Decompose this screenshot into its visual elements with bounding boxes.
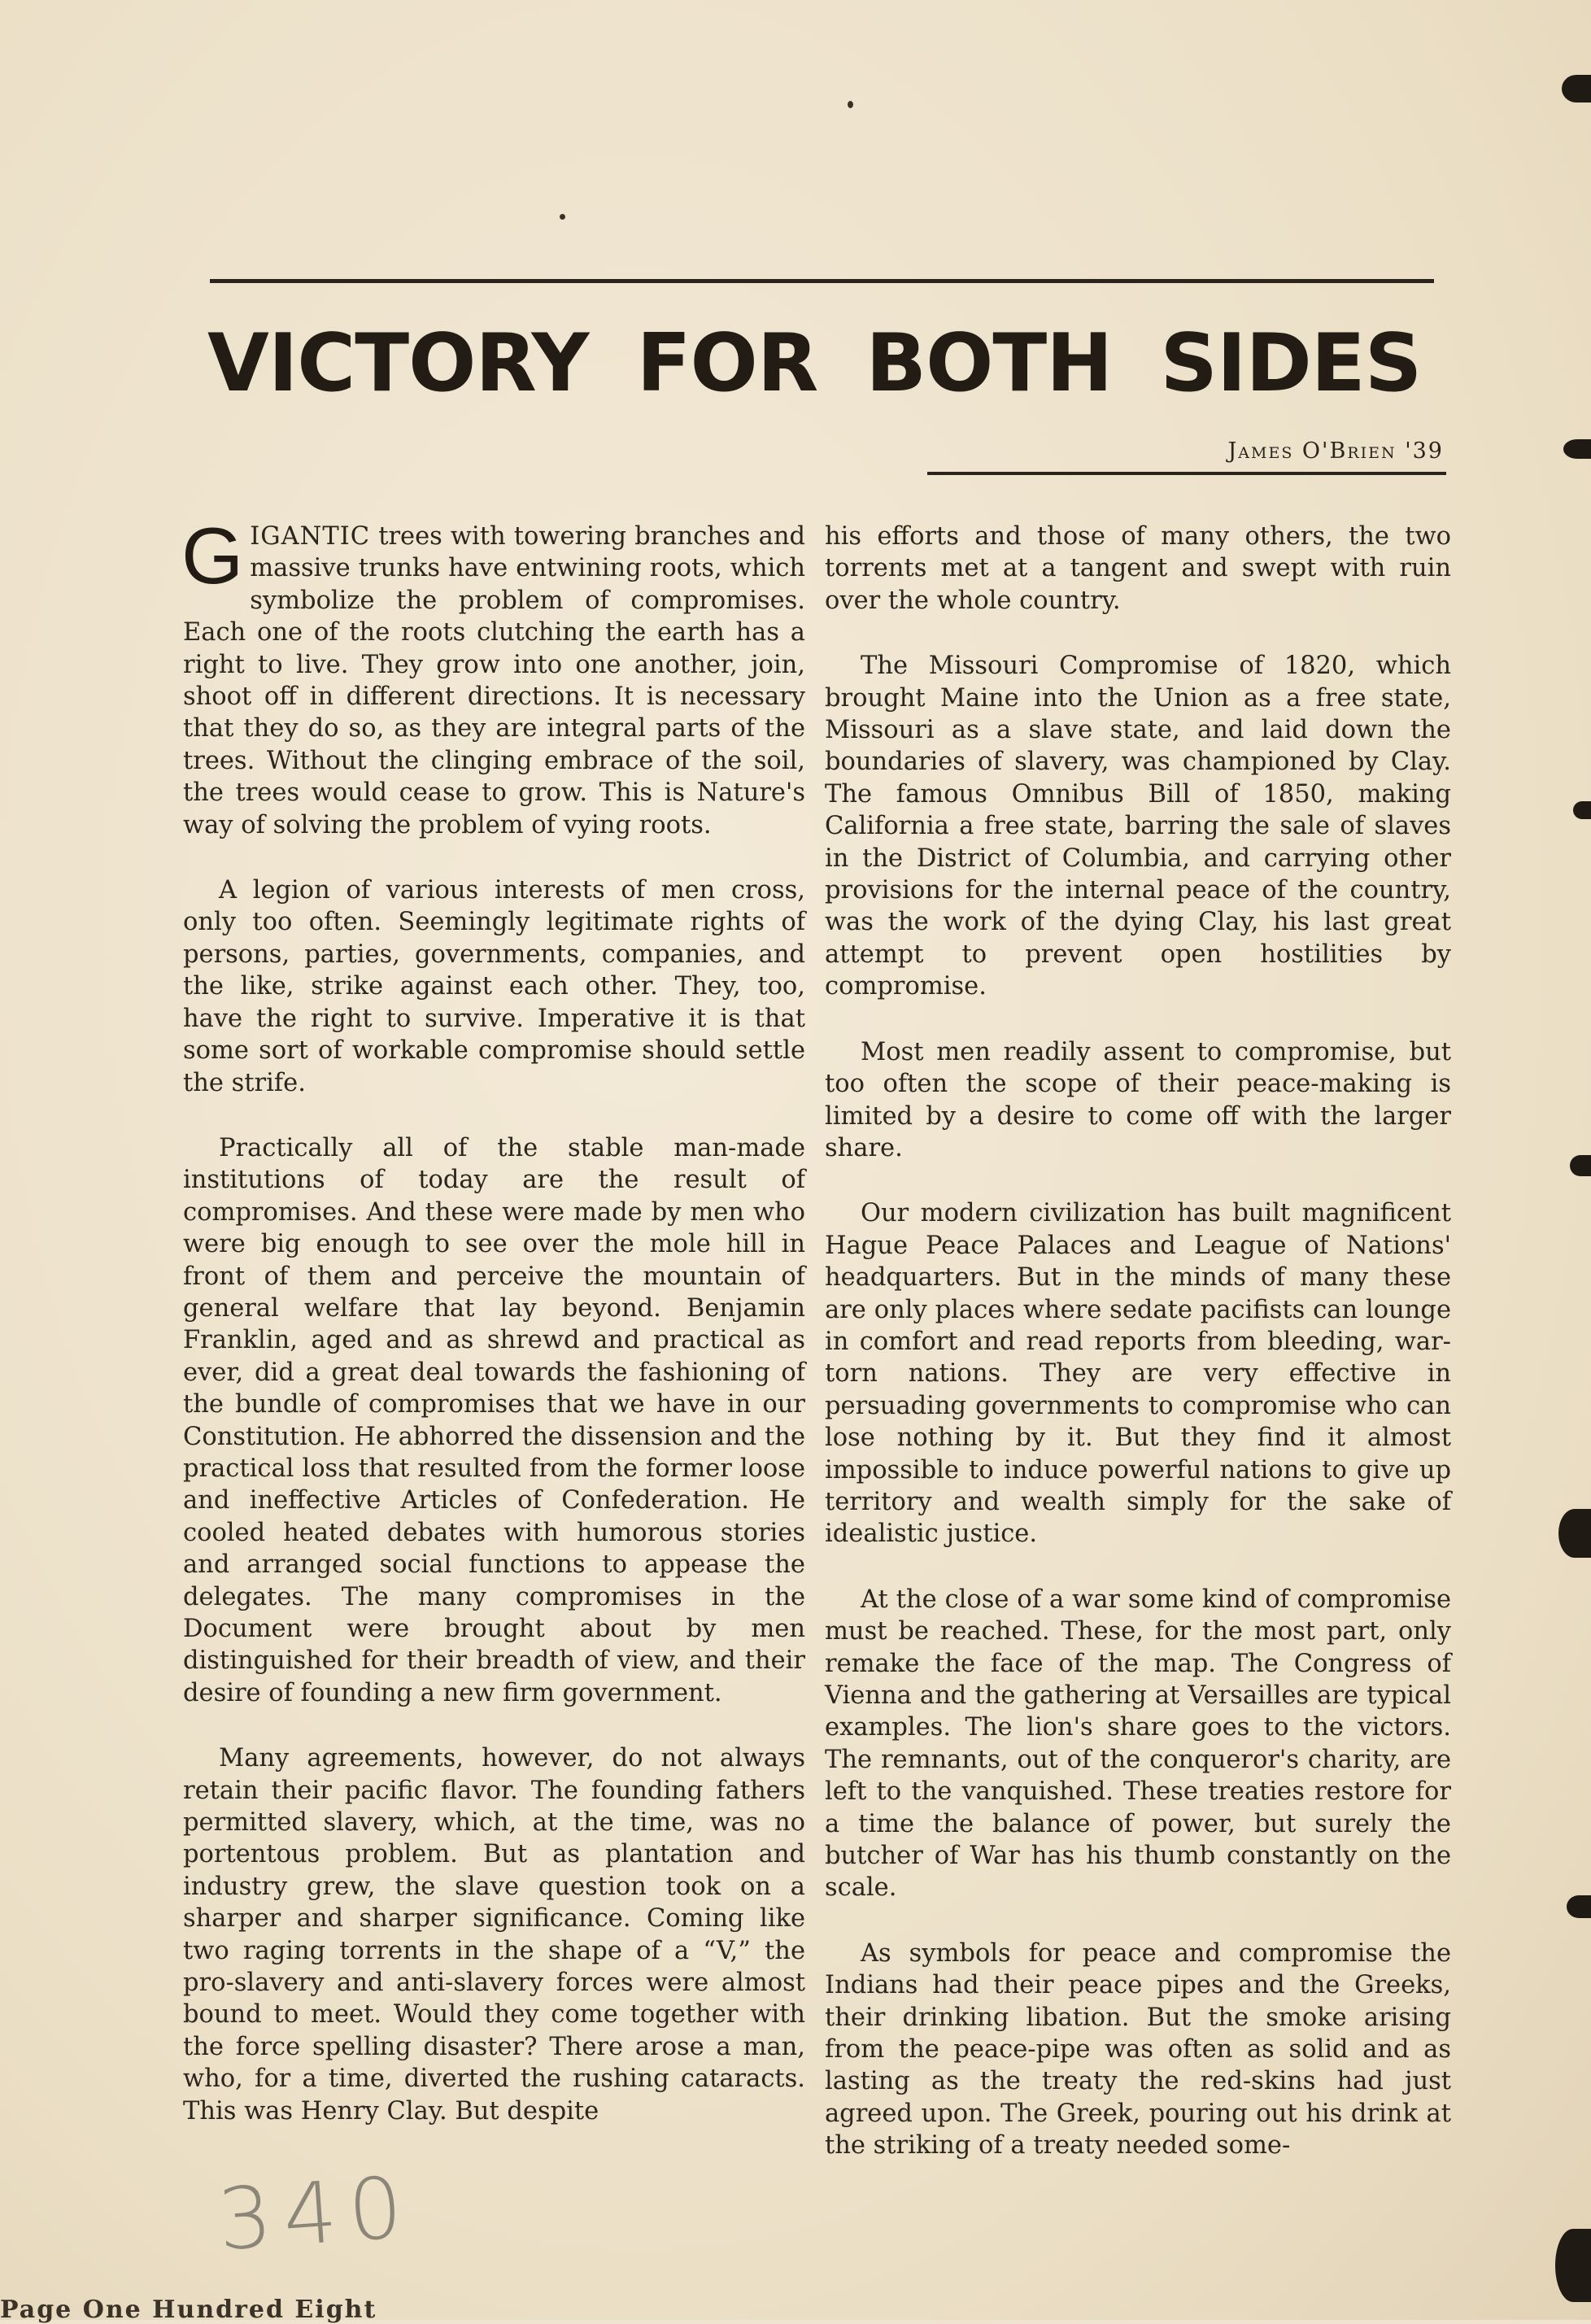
paragraph: Many agreements, however, do not always retain their pacific flavor. The founding fathers permitted slavery, which, at the time, was no portentous problem. But as plantation and industry grew, the slave question took on a sharper and sharper significance. Coming like two raging torrents in the shape of a “V,” the pro-slavery and anti-slavery forces were almost bound to meet. Would they come together with the force spelling disaster? There arose a man, who, for a time, diverted the rushing cataracts. This was Henry Clay. But despite bbox=[183, 1744, 805, 2126]
binding-notch bbox=[1555, 2229, 1591, 2302]
binding-notch bbox=[1558, 1509, 1591, 1558]
binding-notch bbox=[1567, 1895, 1591, 1918]
article-title: VICTORY FOR BOTH SIDES bbox=[207, 317, 1422, 410]
left-column bbox=[181, 511, 805, 2160]
binding-notch bbox=[1573, 801, 1591, 819]
paper-speck bbox=[560, 214, 565, 220]
paragraph: At the close of a war some kind of compromise must be reached. These, for the most part, only remake the face of the map. The Congress of Vienna and the gathering at Versailles are typical examples. The lion's share goes to the victors. The remnants, out of the conqueror's charity, are left to the vanquished. These treaties restore for a time the balance of power, but surely the butcher of War has his thumb constantly on the scale. bbox=[825, 1585, 1451, 1903]
paragraph: Most men readily assent to compromise, but too often the scope of their peace-making is limited by a desire to come off with the larger share. bbox=[825, 1037, 1451, 1162]
right-column bbox=[825, 521, 1451, 2195]
byline-rule bbox=[927, 472, 1446, 475]
paragraph: The Missouri Compromise of 1820, which brought Maine into the Union as a free state, Missouri as a slave state, and laid down the boundaries of slavery, was championed by Clay. The famous Omnibus Bill of 1850, making California a free state, barring the sale of slaves in the District of Columbia, and carrying other provisions for the internal peace of the country, was the work of the dying Clay, his last great attempt to prevent open hostilities by compromise. bbox=[825, 652, 1451, 1001]
paragraph: As symbols for peace and compromise the Indians had their peace pipes and the Greeks, their drinking libation. But the smoke arising from the peace-pipe was often as solid and as lasting as the treaty the red-skins had just agreed upon. The Greek, pouring out his drink at the striking of a treaty needed some- bbox=[825, 1938, 1451, 2160]
page-footer: Page One Hundred Eight bbox=[0, 2296, 377, 2324]
paragraph bbox=[181, 511, 805, 841]
drop-cap: G bbox=[181, 511, 244, 600]
paragraph-text: trees with towering branches and massive trunks have entwining roots, which symbolize the problem of compromises. Each one of the roots clutching the earth has a right to live. They grow into one another, join, shoot off in different directions. It is necessary that they do so, as they are integral parts of the trees. Without the clinging embrace of the soil, the trees would cease to grow. This is Nature's way of solving the problem of vying roots. bbox=[183, 522, 805, 839]
paper-speck bbox=[848, 101, 853, 108]
paragraph: his efforts and those of many others, the two torrents met at a tangent and swept with ruin over the whole country. bbox=[825, 522, 1451, 615]
handwritten-page-number: 340 bbox=[215, 2156, 417, 2270]
paragraph: Our modern civilization has built magnificent Hague Peace Palaces and League of Nations' headquarters. But in the minds of many these are only places where sedate pacifists can lounge in comfort and read reports from bleeding, war-torn nations. They are very effective in persuading governments to compromise who can lose nothing by it. But they find it almost impossible to induce powerful nations to give up territory and wealth simply for the sake of idealistic justice. bbox=[825, 1199, 1451, 1549]
binding-notch bbox=[1562, 75, 1591, 102]
binding-notch bbox=[1570, 1155, 1591, 1176]
paragraph: A legion of various interests of men cross, only too often. Seemingly legitimate rights of persons, parties, governments, companies, and the like, strike against each other. They, too, have the right to survive. Imperative it is that some sort of workable compromise should settle the strife. bbox=[183, 876, 805, 1097]
paragraph: Practically all of the stable man-made institutions of today are the result of compromises. And these were made by men who were big enough to see over the mole hill in front of them and perceive the mountain of general welfare that lay beyond. Benjamin Franklin, aged and as shrewd and practical as ever, did a great deal towards the fashioning of the bundle of compromises that we have in our Constitution. He abhorred the dissension and the practical loss that resulted from the former loose and ineffective Articles of Confederation. He cooled heated debates with humorous stories and arranged social functions to appease the delegates. The many compromises in the Document were brought about by men distinguished for their breadth of view, and their desire of founding a new firm government. bbox=[183, 1133, 805, 1707]
lead-word: IGANTIC bbox=[250, 522, 371, 551]
author-byline: James O'Brien '39 bbox=[1227, 438, 1444, 464]
binding-notch bbox=[1563, 439, 1591, 459]
top-rule bbox=[210, 279, 1434, 283]
